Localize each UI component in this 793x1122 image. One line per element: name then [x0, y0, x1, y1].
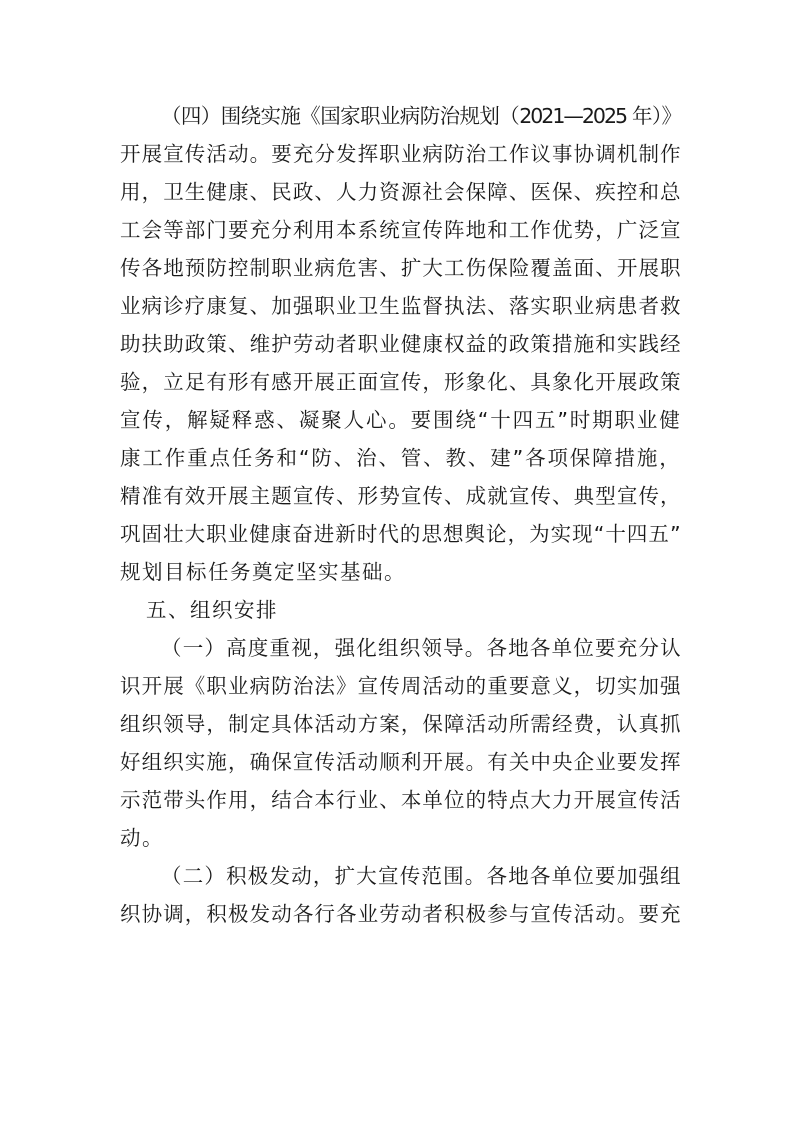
text-line: 巩固壮大职业健康奋进新时代的思想舆论，为实现“十四五” — [120, 522, 680, 546]
text-line: 精准有效开展主题宣传、形势宣传、成就宣传、典型宣传， — [120, 484, 680, 508]
text-line: （二）积极发动，扩大宣传范围。各地各单位要加强组 — [161, 864, 680, 888]
text-line: 开展宣传活动。要充分发挥职业病防治工作议事协调机制作 — [120, 142, 680, 166]
text-line: 示范带头作用，结合本行业、本单位的特点大力开展宣传活 — [120, 788, 680, 812]
text-line: 宣传，解疑释惑、凝聚人心。要围绕“十四五”时期职业健 — [120, 408, 680, 432]
section-heading-text: 五、组织安排 — [146, 598, 278, 622]
text-line: 好组织实施，确保宣传活动顺利开展。有关中央企业要发挥 — [120, 750, 680, 774]
text-line: 组织领导，制定具体活动方案，保障活动所需经费，认真抓 — [120, 712, 680, 736]
text-line: 织协调，积极发动各行各业劳动者积极参与宣传活动。要充 — [120, 902, 680, 926]
paragraph-active-mobilization — [120, 857, 680, 933]
text-line: 规划目标任务奠定坚实基础。 — [120, 560, 406, 584]
paragraph-organization-leadership — [120, 629, 680, 857]
text-line: （四）围绕实施《国家职业病防治规划（2021—2025 年）》 — [161, 104, 680, 128]
text-line: 助扶助政策、维护劳动者职业健康权益的政策措施和实践经 — [120, 332, 680, 356]
document-body — [120, 97, 680, 933]
text-line: 业病诊疗康复、加强职业卫生监督执法、落实职业病患者救 — [120, 294, 680, 318]
text-line: 传各地预防控制职业病危害、扩大工伤保险覆盖面、开展职 — [120, 256, 680, 280]
text-line: 识开展《职业病防治法》宣传周活动的重要意义，切实加强 — [120, 674, 680, 698]
text-line: 动。 — [120, 826, 164, 850]
text-line: 工会等部门要充分利用本系统宣传阵地和工作优势，广泛宣 — [120, 218, 680, 242]
text-line: （一）高度重视，强化组织领导。各地各单位要充分认 — [161, 636, 680, 660]
paragraph-publicity-plan — [120, 97, 680, 591]
section-heading — [120, 591, 680, 629]
text-line: 康工作重点任务和“防、治、管、教、建”各项保障措施， — [120, 446, 680, 470]
text-line: 验，立足有形有感开展正面宣传，形象化、具象化开展政策 — [120, 370, 680, 394]
text-line: 用，卫生健康、民政、人力资源社会保障、医保、疾控和总 — [120, 180, 680, 204]
